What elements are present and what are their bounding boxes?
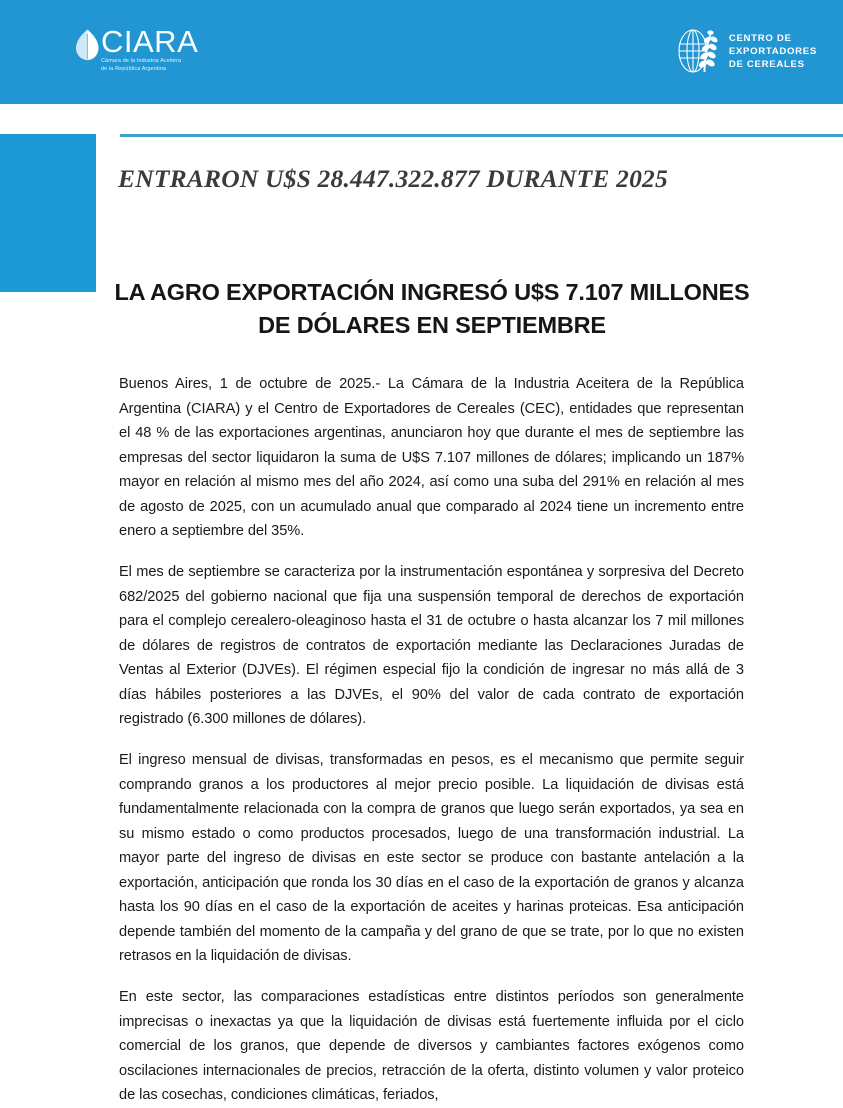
cec-line-2: EXPORTADORES [728,45,817,57]
body-paragraph: Buenos Aires, 1 de octubre de 2025.- La Cámara de la Industria Aceitera de la República Argentina (CIARA) y el Centro de Exportadores de Cereales (CEC), entidades que representan el 48 % de las exportaciones argentinas, anunciaron hoy que durante el mes de septiembre las empresas del sector liquidaron la suma de U$S 7.107 millones de dólares; implicando un 187% mayor en relación al mismo mes del año 2024, así como una suba del 291% en relación al mes de agosto de 2025, con un acumulado anual que comparado al 2024 tiene un incremento entre enero a septiembre del 35%. [119,376,744,539]
body-paragraph: El mes de septiembre se caracteriza por la instrumentación espontánea y sorpresiva del Decreto 682/2025 del gobierno nacional que fija una suspensión temporal de derechos de exportación para el complejo cerealero-oleaginoso hasta el 31 de octubre o hasta alcanzar los 7 mil millones de dólares de registros de contratos de exportación mediante las Declaraciones Juradas de Ventas al Exterior (DJVEs). El régimen especial fijo la condición de ingresar no más allá de 3 días hábiles posteriores a las DJVEs, el 90% del valor de cada contrato de exportación registrado (6.300 millones de dólares). [119,564,744,727]
ciara-text-block [101,26,198,73]
ciara-logo [74,26,198,73]
globe-wheat-icon [676,26,722,76]
cec-line-1: CENTRO DE [728,32,792,44]
kicker-headline: ENTRARON U$S 28.447.322.877 DURANTE 2025 [118,164,668,193]
article-body [119,372,744,1108]
page-title-line-2: DE DÓLARES EN SEPTIEMBRE [258,312,606,338]
header-divider-rule [120,134,843,137]
page-title [112,276,752,342]
cec-line-3: DE CEREALES [728,58,805,70]
body-paragraph: En este sector, las comparaciones estadísticas entre distintos períodos son generalmente imprecisas o inexactas ya que la liquidación de divisas está fuertemente influida por el ciclo comercial de los granos, que depende de diversos y cambiantes factores exógenos como oscilaciones internacionales de precios, retracción de la oferta, distinto volumen y valor proteico de las cosechas, condiciones climáticas, feriados, [119,989,744,1103]
cec-logo [676,26,817,76]
leaf-droplet-icon [74,28,100,62]
ciara-subtitle-line-1: Cámara de la Industria Aceitera [101,58,182,64]
decorative-side-block [0,134,96,292]
page-title-line-1: LA AGRO EXPORTACIÓN INGRESÓ U$S 7.107 MILLONES [114,279,750,305]
ciara-wordmark: CIARA [101,24,199,59]
cec-text-block [729,32,817,71]
page-header-band [0,0,843,104]
body-paragraph: El ingreso mensual de divisas, transformadas en pesos, es el mecanismo que permite seguir comprando granos a los productores al mejor precio posible. La liquidación de divisas está fundamentalmente relacionada con la compra de granos que luego serán exportados, ya sea en su mismo estado o como productos procesados, luego de una transformación industrial. La mayor parte del ingreso de divisas en este sector se produce con bastante antelación a la exportación, anticipación que ronda los 30 días en el caso de la exportación de granos y alcanza hasta los 90 días en el caso de la exportación de aceites y harinas proteicas. Esa anticipación depende también del momento de la campaña y del grano de que se trate, por lo que no existen retrasos en la liquidación de divisas. [119,752,744,964]
ciara-subtitle-line-2: de la República Argentina [101,66,167,72]
